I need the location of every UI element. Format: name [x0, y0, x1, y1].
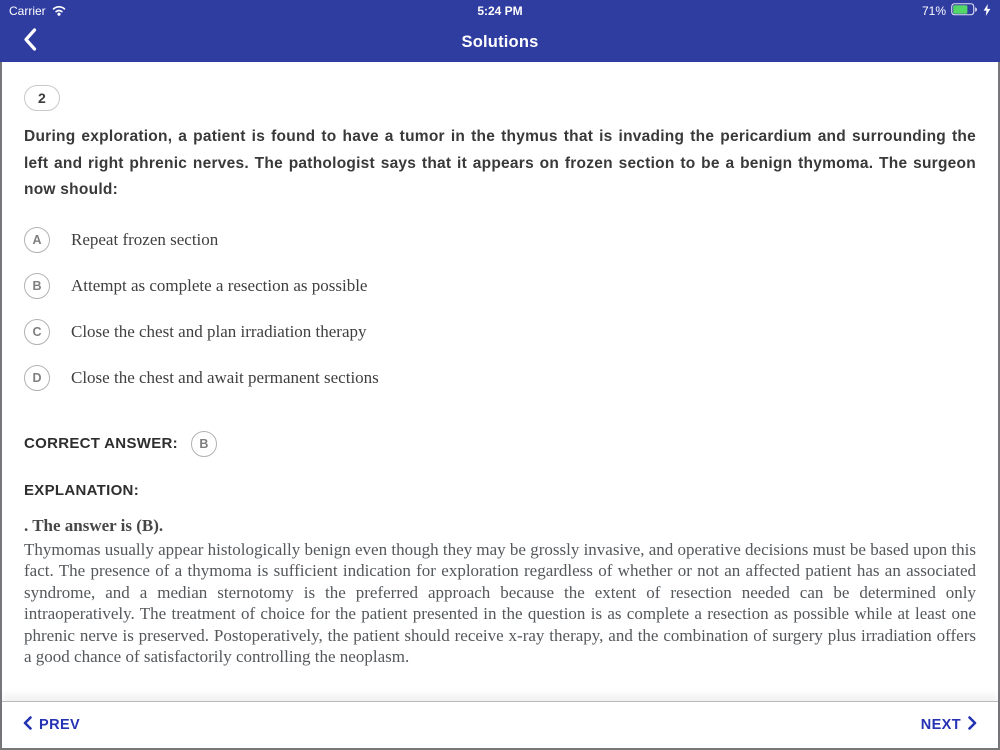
battery-fill [953, 5, 967, 14]
answer-line: . The answer is (B). [24, 515, 164, 535]
explanation-text: Thymomas usually appear histologically benign even though they may be grossly invasive, and operative decisions must be based upon this fact. The presence of a thymoma is sufficient indication for exploration regardless of whether or not an affected patient has an associated syndrome, and a median sternotomy is the preferred approach because the extent of resection needed can be determined only intraoperatively. The treatment of choice for the patient presented in the question is as complete a resection as possible while at least one phrenic nerve is preserved. Postoperatively, the patient should receive x-ray therapy, and the combination of surgery plus irradiation offers a good chance of satisfactorily controlling the neoplasm. [24, 539, 976, 667]
next-label: NEXT [920, 717, 961, 733]
option-d[interactable] [24, 365, 976, 391]
option-a-text: Repeat frozen section [71, 229, 219, 249]
option-d-text: Close the chest and await permanent sections [71, 367, 379, 387]
correct-answer-badge: B [191, 431, 217, 457]
option-c[interactable] [24, 319, 976, 345]
footer-bar [2, 701, 998, 748]
option-b-text: Attempt as complete a resection as possible [71, 275, 368, 295]
solution-content [2, 62, 998, 668]
correct-answer-row [24, 431, 976, 457]
option-a[interactable] [24, 227, 976, 253]
prev-chevron-icon [23, 716, 32, 734]
option-c-letter-badge: C [24, 319, 50, 345]
explanation-label: EXPLANATION: [24, 481, 139, 499]
options-list [24, 227, 976, 391]
nav-bar [0, 22, 1000, 62]
option-b-letter-badge: B [24, 273, 50, 299]
content-frame [0, 62, 1000, 750]
carrier-label: Carrier [9, 4, 46, 18]
prev-label: PREV [39, 717, 81, 733]
next-button[interactable] [921, 716, 977, 734]
page-title: Solutions [461, 32, 539, 51]
charging-bolt-icon [983, 4, 991, 19]
status-bar [0, 0, 1000, 22]
battery-icon [951, 3, 978, 19]
back-chevron-icon [23, 28, 37, 56]
battery-percent-label: 71% [921, 4, 946, 18]
back-button[interactable] [17, 22, 43, 62]
question-number-badge: 2 [24, 85, 60, 111]
prev-button[interactable] [23, 716, 80, 734]
clock: 5:24 PM [477, 4, 523, 18]
option-b[interactable] [24, 273, 976, 299]
option-d-letter-badge: D [24, 365, 50, 391]
wifi-icon [51, 4, 67, 19]
correct-answer-label: CORRECT ANSWER: [24, 435, 178, 452]
option-c-text: Close the chest and plan irradiation therapy [71, 321, 367, 341]
question-text: During exploration, a patient is found to have a tumor in the thymus that is invading the pericardium and surrounding the left and right phrenic nerves. The pathologist says that it appears on frozen section to be a benign thymoma. The surgeon now should: [24, 128, 976, 198]
next-chevron-icon [968, 716, 977, 734]
option-a-letter-badge: A [24, 227, 50, 253]
